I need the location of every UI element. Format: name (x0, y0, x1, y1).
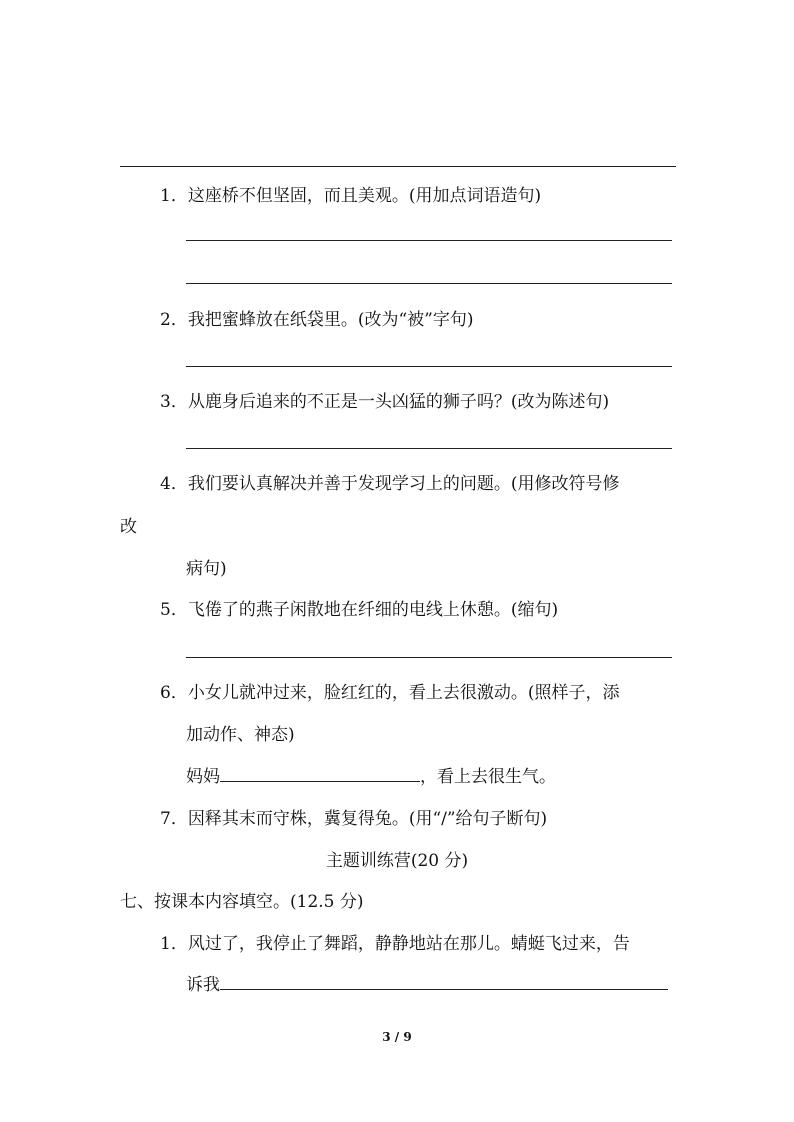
fill-question-1-line1: 1．风过了，我停止了舞蹈，静静地站在那儿。蜻蜓飞过来，告 (160, 934, 630, 954)
answer-line-1a[interactable] (186, 240, 672, 241)
question-4-line1: 4．我们要认真解决并善于发现学习上的问题。(用修改符号修 (160, 474, 620, 494)
question-4-line2: 改 (120, 517, 137, 537)
answer-blank-s1[interactable] (220, 975, 668, 990)
question-3: 3．从鹿身后追来的不正是一头凶猛的狮子吗？(改为陈述句) (160, 392, 610, 412)
question-6-line2: 加动作、神态) (186, 725, 295, 745)
question-5: 5．飞倦了的燕子闲散地在纤细的电线上休憩。(缩句) (160, 600, 559, 620)
answer-line-2[interactable] (186, 366, 672, 367)
question-2: 2．我把蜜蜂放在纸袋里。(改为“被”字句) (160, 310, 474, 330)
answer-line-5[interactable] (186, 657, 672, 658)
answer-line-3[interactable] (186, 448, 672, 449)
fill-question-1-prefix: 诉我 (186, 975, 220, 995)
question-1: 1．这座桥不但坚固，而且美观。(用加点词语造句) (160, 186, 542, 206)
answer-line-1b[interactable] (186, 283, 672, 284)
question-6-line1: 6．小女儿就冲过来，脸红红的，看上去很激动。(照样子，添 (160, 683, 620, 703)
section-title: 主题训练营(20 分) (325, 851, 469, 871)
top-rule (120, 166, 676, 167)
fill-question-1-line2 (186, 970, 668, 995)
question-6-suffix: ，看上去很生气。 (420, 767, 556, 787)
question-6-fill (186, 762, 556, 787)
page-number: 3 / 9 (382, 1030, 412, 1044)
question-7: 7．因释其末而守株，冀复得兔。(用“/”给句子断句) (160, 809, 548, 829)
section-heading: 七、按课本内容填空。(12.5 分) (120, 892, 364, 912)
question-6-prefix: 妈妈 (186, 767, 220, 787)
answer-blank-6[interactable] (220, 767, 420, 782)
question-4-line3: 病句) (186, 559, 227, 579)
